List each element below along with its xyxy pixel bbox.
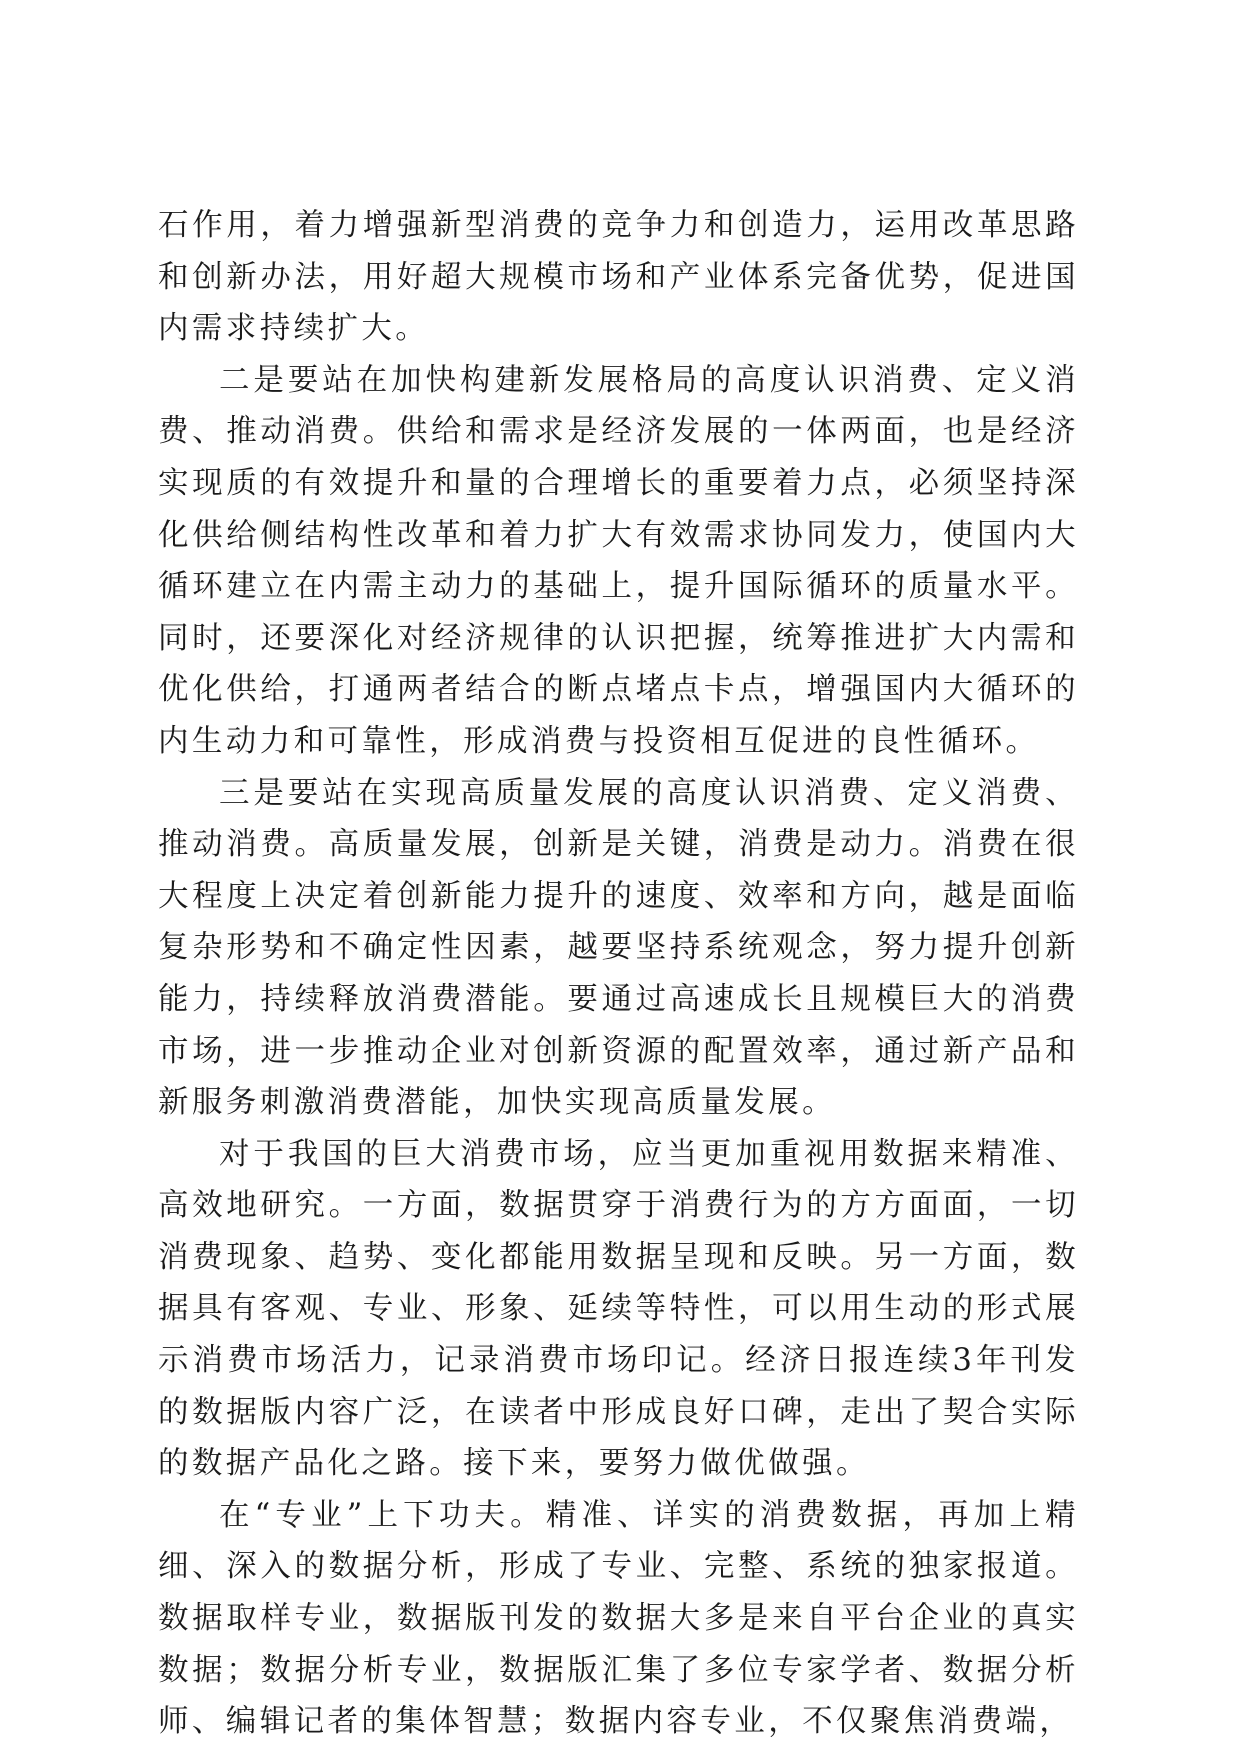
paragraph-5: 在“专业”上下功夫。精准、详实的消费数据，再加上精细、深入的数据分析，形成了专业、完整、系统的独家报道。数据取样专业，数据版刊发的数据大多是来自平台企业的真实数据；数据分析专业，数据版汇集了多位专家学者、数据分析师、编辑记者的集体智慧；数据内容专业，不仅聚焦消费端， — [158, 1497, 1079, 1740]
paragraph-3: 三是要站在实现高质量发展的高度认识消费、定义消费、推动消费。高质量发展，创新是关键，消费是动力。消费在很大程度上决定着创新能力提升的速度、效率和方向，越是面临复杂形势和不确定性因素，越要坚持系统观念，努力提升创新能力，持续释放消费潜能。要通过高速成长且规模巨大的消费市场，进一步推动企业对创新资源的配置效率，通过新产品和新服务刺激消费潜能，加快实现高质量发展。 — [158, 775, 1079, 1121]
document-body — [158, 200, 1079, 1748]
paragraph-4: 对于我国的巨大消费市场，应当更加重视用数据来精准、高效地研究。一方面，数据贯穿于消费行为的方方面面，一切消费现象、趋势、变化都能用数据呈现和反映。另一方面，数据具有客观、专业、形象、延续等特性，可以用生动的形式展示消费市场活力，记录消费市场印记。经济日报连续3年刊发的数据版内容广泛，在读者中形成良好口碑，走出了契合实际的数据产品化之路。接下来，要努力做优做强。 — [158, 1136, 1079, 1482]
paragraph-2: 二是要站在加快构建新发展格局的高度认识消费、定义消费、推动消费。供给和需求是经济发展的一体两面，也是经济实现质的有效提升和量的合理增长的重要着力点，必须坚持深化供给侧结构性改革和着力扩大有效需求协同发力，使国内大循环建立在内需主动力的基础上，提升国际循环的质量水平。同时，还要深化对经济规律的认识把握，统筹推进扩大内需和优化供给，打通两者结合的断点堵点卡点，增强国内大循环的内生动力和可靠性，形成消费与投资相互促进的良性循环。 — [158, 362, 1079, 759]
paragraph-1: 石作用，着力增强新型消费的竞争力和创造力，运用改革思路和创新办法，用好超大规模市场和产业体系完备优势，促进国内需求持续扩大。 — [158, 208, 1079, 347]
